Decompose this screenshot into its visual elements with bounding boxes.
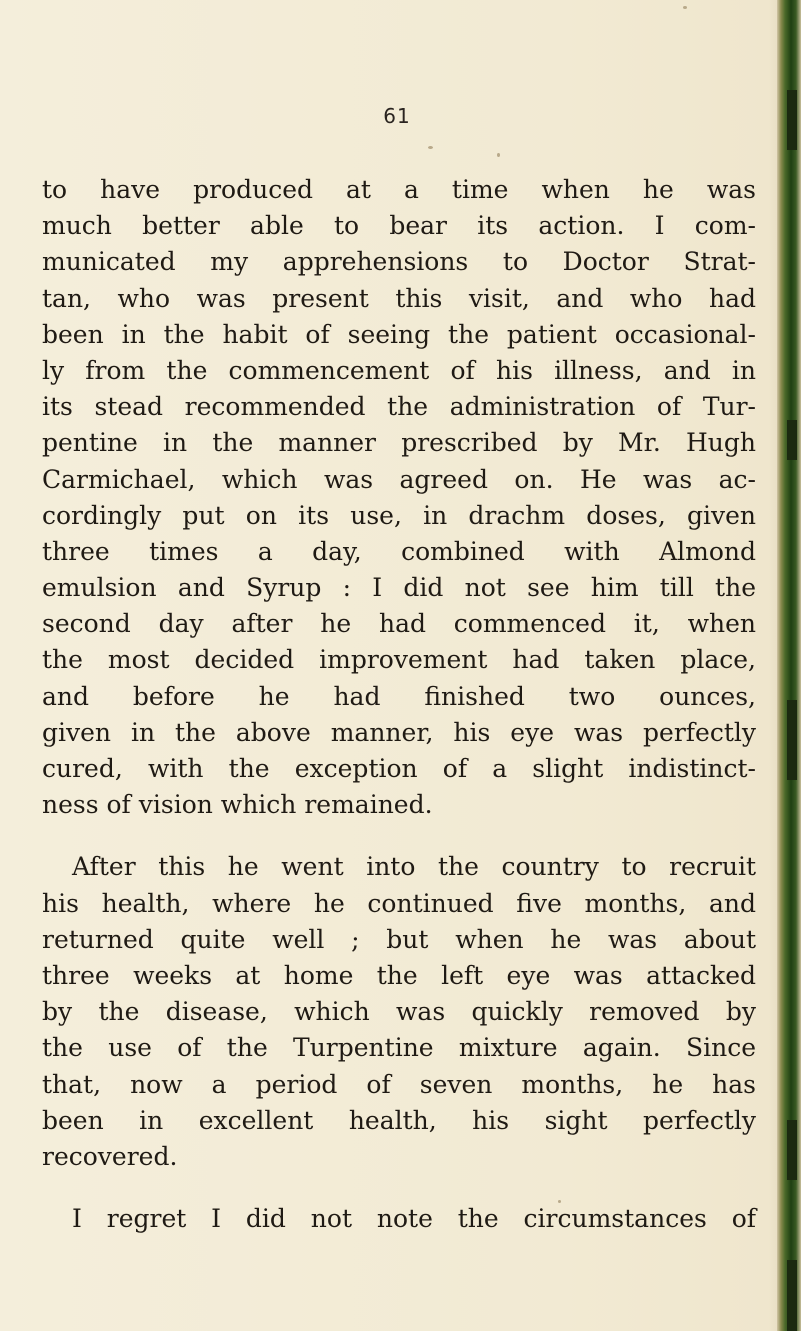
- paper-speck: [683, 6, 687, 9]
- text-line: ly from the commencement of his illness, and in: [42, 355, 756, 385]
- text-line: I regret I did not note the circumstances of: [72, 1204, 756, 1234]
- text-line: second day after he had commenced it, when: [42, 609, 756, 639]
- page-number: 61: [383, 104, 411, 128]
- book-edge: [777, 0, 801, 1331]
- text-line: tan, who was present this visit, and who had: [42, 283, 756, 313]
- text-line: Carmichael, which was agreed on. He was ac-: [42, 464, 756, 494]
- text-line: the use of the Turpentine mixture again. Since: [42, 1033, 756, 1063]
- text-line: pentine in the manner prescribed by Mr. Hugh: [42, 428, 756, 458]
- text-line: and before he had finished two ounces,: [42, 681, 756, 711]
- paragraph-spacer: [42, 823, 756, 849]
- text-line: municated my apprehensions to Doctor Strat-: [42, 247, 756, 277]
- text-line: ness of vision which remained.: [42, 790, 433, 820]
- paper-speck: [428, 146, 433, 149]
- text-line: After this he went into the country to recruit: [72, 852, 756, 882]
- text-line: much better able to bear its action. I com-: [42, 211, 756, 241]
- text-line: three weeks at home the left eye was attacked: [42, 960, 756, 990]
- paragraph-3: [42, 1201, 756, 1237]
- text-line: been in excellent health, his sight perfectly: [42, 1105, 756, 1135]
- text-line: cured, with the exception of a slight indistinct-: [42, 754, 756, 783]
- text-line: its stead recommended the administration of Tur-: [42, 392, 756, 422]
- text-line: cordingly put on its use, in drachm doses, given: [42, 500, 756, 530]
- paragraph-2: [42, 849, 756, 1175]
- text-line: that, now a period of seven months, he has: [42, 1069, 756, 1099]
- text-line: to have produced at a time when he was: [42, 175, 756, 204]
- text-line: emulsion and Syrup : I did not see him till the: [42, 573, 756, 603]
- paper-speck: [497, 153, 500, 157]
- text-line: returned quite well ; but when he was about: [42, 924, 756, 954]
- text-line: three times a day, combined with Almond: [42, 536, 756, 566]
- text-line: been in the habit of seeing the patient occasional-: [42, 319, 756, 349]
- text-line: by the disease, which was quickly removed by: [42, 997, 756, 1027]
- paragraph-1: [42, 172, 756, 823]
- text-line: recovered.: [42, 1141, 178, 1171]
- text-line: his health, where he continued five months, and: [42, 888, 756, 918]
- paragraph-spacer: [42, 1175, 756, 1201]
- body-text: [42, 172, 756, 1237]
- text-line: the most decided improvement had taken place,: [42, 645, 756, 675]
- text-line: given in the above manner, his eye was perfectly: [42, 717, 756, 747]
